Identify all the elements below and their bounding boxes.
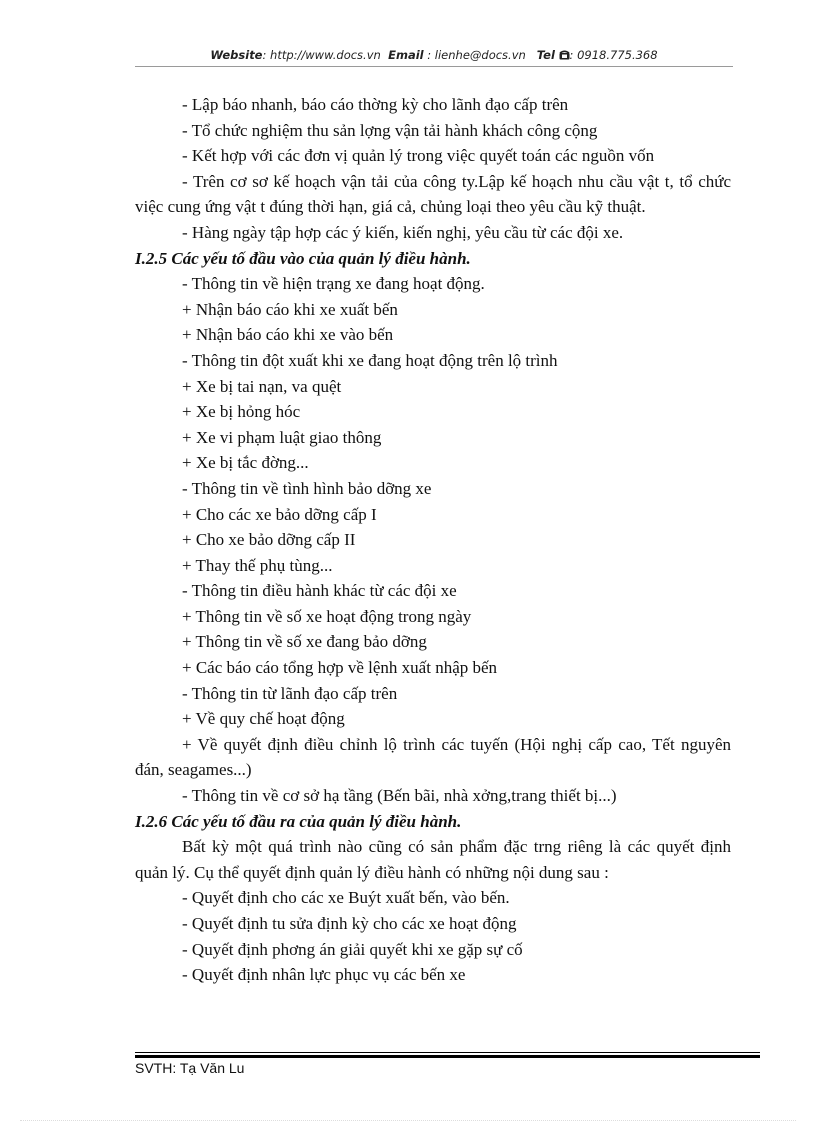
page-header — [135, 48, 733, 62]
footer-author: SVTH: Tạ Văn Lu — [135, 1060, 245, 1076]
website-label: Website — [210, 48, 263, 62]
phone-icon — [559, 50, 570, 60]
paragraph: - Hàng ngày tập hợp các ý kiến, kiến nghị, yêu cầu từ các đội xe. — [182, 222, 624, 242]
list-item: + Nhận báo cáo khi xe xuất bến — [182, 299, 398, 319]
list-item: + Về quyết định điều chỉnh lộ trình các tuyến (Hội nghị cấp cao, Tết nguyên đán, seagames...) — [135, 734, 731, 780]
list-item: + Thông tin về số xe hoạt động trong ngày — [182, 606, 472, 626]
tel-number: : 0918.775.368 — [569, 48, 658, 62]
list-item: + Thay thế phụ tùng... — [182, 555, 333, 575]
list-item: - Thông tin từ lãnh đạo cấp trên — [182, 683, 398, 703]
list-item: + Thông tin về số xe đang bảo dỡng — [182, 632, 427, 652]
list-item: - Thông tin về tình hình bảo dỡng xe — [182, 478, 432, 498]
list-item: - Thông tin về cơ sở hạ tầng (Bến bãi, nhà xởng,trang thiết bị...) — [182, 786, 617, 806]
list-item: + Xe vi phạm luật giao thông — [182, 427, 382, 447]
list-item: - Quyết định tu sửa định kỳ cho các xe hoạt động — [182, 914, 517, 933]
email-address: : lienhe@docs.vn — [427, 48, 526, 62]
list-item: + Cho xe bảo dỡng cấp II — [182, 530, 356, 550]
footer-divider — [135, 1052, 760, 1053]
list-item: + Nhận báo cáo khi xe vào bến — [182, 325, 394, 345]
paragraph: - Trên cơ sơ kế hoạch vận tải của công ty.Lập kế hoạch nhu cầu vật t, tổ chức việc cung ứng vật t đúng thời hạn, giá cả, chủng loại theo yêu cầu kỹ thuật. — [135, 171, 731, 217]
paragraph: - Lập báo nhanh, báo cáo thờng kỳ cho lãnh đạo cấp trên — [182, 95, 569, 114]
list-item: - Quyết định cho các xe Buýt xuất bến, vào bến. — [182, 888, 510, 908]
list-item: + Xe bị tai nạn, va quệt — [182, 376, 342, 396]
section-heading: I.2.6 Các yếu tố đầu ra của quản lý điều hành. — [135, 811, 462, 831]
header-divider — [135, 66, 733, 67]
paragraph: Bất kỳ một quá trình nào cũng có sản phẩm đặc trng riêng là các quyết định quản lý. Cụ thể quyết định quản lý điều hành có những nội dung sau : — [135, 837, 731, 882]
list-item: + Về quy chế hoạt động — [182, 709, 345, 729]
list-item: + Xe bị tắc đờng... — [182, 453, 309, 473]
list-item: - Quyết định nhân lực phục vụ các bến xe — [182, 965, 466, 985]
list-item: - Thông tin đột xuất khi xe đang hoạt động trên lộ trình — [182, 350, 558, 370]
list-item: + Các báo cáo tổng hợp về lệnh xuất nhập bến — [182, 658, 498, 678]
list-item: - Quyết định phơng án giải quyết khi xe gặp sự cố — [182, 939, 523, 959]
website-url: : http://www.docs.vn — [262, 48, 381, 62]
page-edge — [20, 1120, 796, 1121]
document-body — [135, 92, 731, 988]
list-item: - Thông tin về hiện trạng xe đang hoạt động. — [182, 274, 485, 294]
list-item: + Cho các xe bảo dỡng cấp I — [182, 504, 377, 524]
email-label: Email — [388, 48, 424, 62]
paragraph: - Kết hợp với các đơn vị quản lý trong việc quyết toán các nguồn vốn — [182, 146, 655, 166]
paragraph: - Tổ chức nghiệm thu sản lợng vận tải hành khách công cộng — [182, 120, 598, 140]
list-item: + Xe bị hỏng hóc — [182, 402, 301, 422]
tel-label: Tel — [536, 48, 555, 62]
footer-divider-thick — [135, 1055, 760, 1058]
section-heading: I.2.5 Các yếu tố đầu vào của quản lý điều hành. — [135, 248, 471, 268]
list-item: - Thông tin điều hành khác từ các đội xe — [182, 581, 457, 601]
